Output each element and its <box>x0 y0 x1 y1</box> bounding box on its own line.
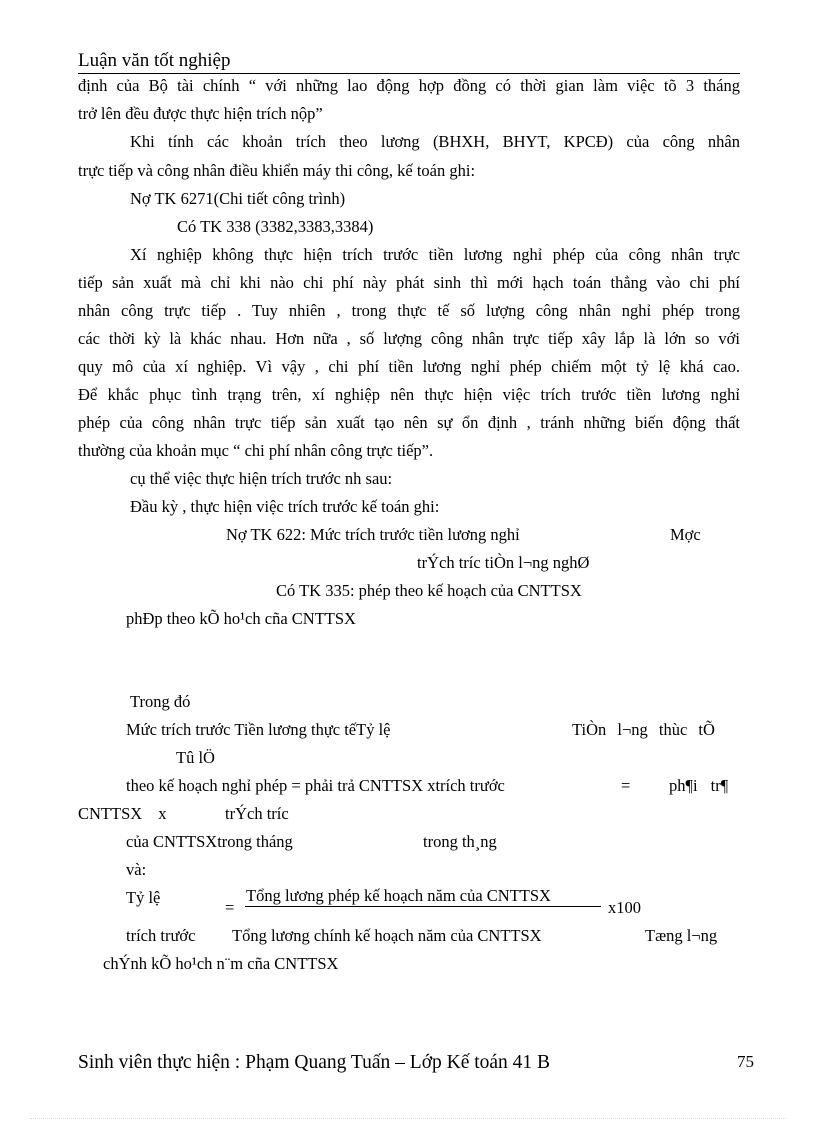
text-line: CNTTSX x <box>78 804 167 823</box>
text-line: phép của công nhân trực tiếp sản xuất tạo nên sự ổn định , tránh những biến động thất <box>78 413 740 432</box>
text-line: trực tiếp và công nhân điều khiển máy thi công, kế toán ghi: <box>78 161 476 180</box>
text-line: quy mô của xí nghiệp. Vì vậy , chi phí tiền lương nghỉ phép chiếm một tỷ lệ khá cao. <box>78 357 740 376</box>
text-line: thường của khoản mục “ chi phí nhân công trực tiếp”. <box>78 441 434 460</box>
text-line: trở lên đều được thực hiện trích nộp” <box>78 104 323 123</box>
text-line: nhân công trực tiếp . Tuy nhiên , trong thực tế số lượng công nhân nghỉ phép trong <box>78 301 740 320</box>
text-line: = <box>225 898 235 917</box>
fraction-denominator: Tổng lương chính kế hoạch năm của CNTTSX <box>232 926 542 945</box>
text-line: phÐp theo kÕ ho¹ch cña CNTTSX <box>126 609 356 628</box>
page-number: 75 <box>737 1052 754 1071</box>
text-line: định của Bộ tài chính “ với những lao động hợp đồng có thời gian làm việc tõ 3 tháng <box>78 76 740 95</box>
text-line: Để khắc phục tình trạng trên, xí nghiệp nên thực hiện việc trích trước tiền lương nghỉ <box>78 385 740 404</box>
text-line: của CNTTSXtrong tháng <box>126 832 293 851</box>
text-line: trích trước <box>126 926 196 945</box>
text-line: Đầu kỳ , thực hiện việc trích trước kế toán ghi: <box>130 497 440 516</box>
text-line: Tû lÖ <box>176 748 215 767</box>
text-line: Trong đó <box>130 692 191 711</box>
text-line: cụ thể việc thực hiện trích trước nh sau: <box>130 469 393 488</box>
text-line: Mức trích trước Tiền lương thực tếTỷ lệ <box>126 720 391 739</box>
text-line: Có TK 335: phép theo kế hoạch của CNTTSX <box>276 581 582 600</box>
text-line: và: <box>126 860 147 879</box>
document-header: Luận văn tốt nghiệp <box>78 50 740 74</box>
text-line: TiÒn l¬ng thùc tÕ <box>572 720 715 739</box>
text-line: tiếp sản xuất mà chỉ khi nào chi phí này phát sinh thì mới hạch toán thẳng vào chi phí <box>78 273 740 292</box>
text-line: trong th¸ng <box>423 832 497 851</box>
text-line: Khi tính các khoản trích theo lương (BHXH, BHYT, KPCĐ) của công nhân <box>130 132 740 151</box>
fraction-line <box>245 906 601 907</box>
footer-author: Sinh viên thực hiện : Phạm Quang Tuấn – Lớp Kế toán 41 B <box>78 1052 551 1073</box>
text-line: trÝch tríc tiÒn l¬ng nghØ <box>417 553 590 572</box>
text-line: x100 <box>608 898 641 917</box>
text-line: Nợ TK 6271(Chi tiết công trình) <box>130 189 346 208</box>
text-line: ph¶i tr¶ <box>669 776 729 795</box>
text-line: Tæng l¬ng <box>645 926 718 945</box>
text-line: = <box>621 776 631 795</box>
text-line: Mợc <box>670 525 701 544</box>
fraction-numerator: Tổng lương phép kế hoạch năm của CNTTSX <box>246 886 551 905</box>
text-line: Có TK 338 (3382,3383,3384) <box>177 217 374 236</box>
text-line: theo kế hoạch nghỉ phép = phải trả CNTTSX xtrích trước <box>126 776 505 795</box>
text-line: chÝnh kÕ ho¹ch n¨m cña CNTTSX <box>103 954 339 973</box>
text-line: Xí nghiệp không thực hiện trích trước tiền lương nghỉ phép của công nhân trực <box>130 245 740 264</box>
text-line: trÝch tríc <box>225 804 289 823</box>
text-line: các thời kỳ là khác nhau. Hơn nữa , số lượng công nhân trực tiếp xây lắp là lớn so với <box>78 329 740 348</box>
text-line: Nợ TK 622: Mức trích trước tiền lương nghỉ <box>226 525 520 544</box>
page-border <box>30 1118 786 1119</box>
text-line: Tỷ lệ <box>126 888 161 907</box>
